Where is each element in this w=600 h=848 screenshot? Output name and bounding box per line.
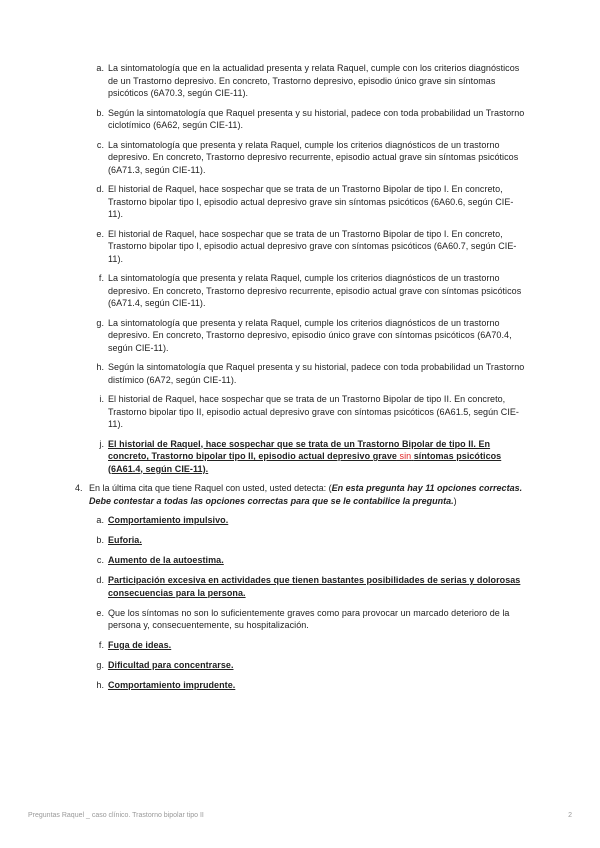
open-paren: ( (328, 483, 332, 493)
option-label: g. (96, 660, 104, 670)
answer-highlight-word: sin (399, 451, 412, 461)
option-text: La sintomatología que presenta y relata Raquel, cumple los criterios diagnósticos de un trastorno depresivo. En concreto, Trastorno depresivo, episodio único grave con síntomas psicóticos (6A70.4, según CIE-11). (108, 317, 512, 353)
q4-option-f (98, 639, 526, 652)
q3-option-i (99, 393, 526, 431)
option-label: a. (96, 63, 104, 73)
option-text: La sintomatología que en la actualidad presenta y relata Raquel, cumple con los criterios diagnósticos de un Trastorno depresivo. En concreto, Trastorno depresivo, episodio único grave sin síntomas psicóticos (6A70.3, según CIE-11). (108, 63, 520, 98)
option-text (108, 439, 501, 474)
option-text: Euforia. (108, 535, 142, 545)
option-text: La sintomatología que presenta y relata Raquel, cumple los criterios diagnósticos de un trastorno depresivo. En concreto, Trastorno depresivo recurrente, episodio actual grave con síntomas psicóticos (6A71.4, según CIE-11). (108, 273, 522, 308)
option-text: El historial de Raquel, hace sospechar que se trata de un Trastorno Bipolar de tipo II. En concreto, Trastorno bipolar tipo II, episodio actual depresivo grave con síntomas psicóticos (6A61.5, según CIE-11). (108, 394, 519, 429)
footer-page-number: 2 (568, 812, 572, 819)
q3-option-c (96, 139, 526, 177)
question-4 (75, 482, 529, 507)
option-text: Comportamiento imprudente. (108, 680, 236, 690)
option-label: a. (96, 515, 104, 525)
option-label: f. (98, 640, 104, 650)
q3-option-d (96, 183, 526, 221)
option-label: e. (96, 607, 104, 618)
q4-option-d (96, 574, 526, 599)
option-label: h. (96, 362, 104, 372)
q3-option-b (96, 107, 526, 132)
answer-text-after: síntomas psicóticos (6A61.4, según CIE-11). (108, 451, 502, 474)
option-label: b. (96, 107, 104, 118)
option-label: d. (96, 184, 104, 194)
option-label: c. (96, 555, 104, 565)
answer-text-before: El historial de Raquel, hace sospechar que se trata de un Trastorno Bipolar de tipo II. En concreto, Trastorno bipolar tipo II, episodio actual depresivo grave (108, 438, 491, 461)
option-label: d. (96, 575, 104, 585)
q4-option-b (96, 534, 526, 547)
option-text: Que los síntomas no son lo suficientemente graves como para provocar un marcado deterioro de la persona y, consecuentemente, su hospitalización. (108, 607, 510, 630)
option-text: Participación excesiva en actividades que tienen bastantes posibilidades de serias y dolorosas consecuencias para la persona. (108, 575, 521, 598)
option-label: b. (96, 535, 104, 545)
option-text: El historial de Raquel, hace sospechar que se trata de un Trastorno Bipolar de tipo I. En concreto, Trastorno bipolar tipo I, episodio actual depresivo grave con síntomas psicóticos (6A60.7, según CIE-11). (108, 228, 517, 264)
q4-option-e (96, 607, 526, 632)
option-label: f. (98, 273, 104, 283)
option-label: j. (99, 438, 104, 449)
option-text: Dificultad para concentrarse. (108, 660, 234, 670)
q3-option-g (96, 317, 526, 355)
q4-option-h (96, 679, 526, 692)
option-text: Aumento de la autoestima. (108, 555, 224, 565)
option-text: Comportamiento impulsivo. (108, 515, 229, 525)
option-label: e. (96, 228, 104, 239)
q3-option-f (98, 272, 526, 310)
option-label: i. (99, 394, 104, 404)
option-text: Según la sintomatología que Raquel presenta y su historial, padece con toda probabilidad un Trastorno distímico (6A72, según CIE-11). (108, 362, 525, 385)
option-text: La sintomatología que presenta y relata Raquel, cumple los criterios diagnósticos de un trastorno depresivo. En concreto, Trastorno depresivo recurrente, episodio actual grave sin síntomas psicóticos (6A71.3, según CIE-11). (108, 139, 519, 175)
option-label: h. (96, 680, 104, 690)
question-instruction: En esta pregunta hay 11 opciones correctas. Debe contestar a todas las opciones correctas para que se le contabilice la pregunta. (89, 483, 523, 506)
q3-option-h (96, 361, 526, 386)
option-text: Según la sintomatología que Raquel presenta y su historial, padece con toda probabilidad un Trastorno ciclotímico (6A62, según CIE-11). (108, 107, 525, 130)
page-content (0, 62, 600, 699)
option-text: Fuga de ideas. (108, 640, 172, 650)
close-paren: ) (453, 495, 457, 506)
footer-document-title: Preguntas Raquel _ caso clínico. Trastorno bipolar tipo II (28, 812, 204, 819)
q3-option-j-correct-answer (99, 438, 526, 476)
q3-option-a (96, 62, 526, 100)
page-footer (28, 812, 572, 819)
question-4-options (0, 514, 600, 692)
q4-option-g (96, 659, 526, 672)
option-text: El historial de Raquel, hace sospechar que se trata de un Trastorno Bipolar de tipo I. En concreto, Trastorno bipolar tipo I, episodio actual depresivo grave sin síntomas psicóticos (6A60.6, según CIE-11). (108, 184, 514, 219)
q3-option-e (96, 228, 526, 266)
question-number: 4. (75, 483, 83, 493)
question-text: En la última cita que tiene Raquel con usted, usted detecta: (89, 483, 327, 493)
option-label: g. (96, 317, 104, 328)
q4-option-c (96, 554, 526, 567)
q4-option-a (96, 514, 526, 527)
question-3-options (0, 62, 600, 475)
option-label: c. (96, 139, 104, 150)
